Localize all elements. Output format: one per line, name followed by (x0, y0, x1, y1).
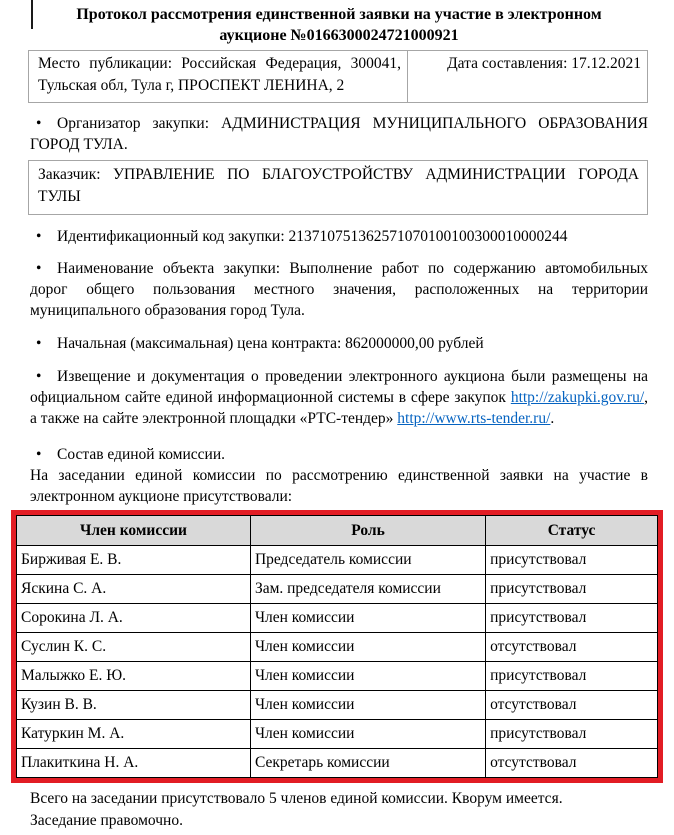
commission-table (16, 515, 658, 778)
member-name-cell: Катуркин М. А. (17, 720, 251, 749)
member-role-cell: Член комиссии (250, 633, 485, 662)
commission-table-header-row (17, 516, 658, 546)
member-role-cell: Секретарь комиссии (250, 749, 485, 778)
customer-box (28, 160, 648, 215)
object-paragraph (30, 258, 648, 321)
member-status-cell: отсутствовал (486, 633, 658, 662)
member-role-cell: Член комиссии (250, 691, 485, 720)
member-status-cell: присутствовал (486, 575, 658, 604)
member-name-cell: Суслин К. С. (17, 633, 251, 662)
table-row (17, 546, 658, 575)
commission-column-header: Член комиссии (17, 516, 251, 546)
member-role-cell: Член комиссии (250, 720, 485, 749)
attendance-intro: На заседании единой комиссии по рассмотрению единственной заявки на участие в электронном аукционе присутствовали: (30, 467, 648, 505)
commission-column-header: Статус (486, 516, 658, 546)
bullet-icon: • (36, 446, 42, 463)
price-text: Начальная (максимальная) цена контракта: 862000000,00 рублей (57, 335, 484, 352)
member-name-cell: Бирживая Е. В. (17, 546, 251, 575)
member-name-cell: Сорокина Л. А. (17, 604, 251, 633)
ikz-paragraph (30, 226, 648, 247)
member-name-cell: Малыжко Е. Ю. (17, 662, 251, 691)
bullet-icon: • (36, 228, 42, 245)
title-line-2: аукционе №0166300024721000921 (219, 27, 459, 44)
bullet-icon: • (36, 260, 42, 277)
table-row (17, 749, 658, 778)
member-status-cell: отсутствовал (486, 749, 658, 778)
notice-text-3: . (550, 410, 555, 427)
commission-table-body (17, 546, 658, 778)
member-name-cell: Яскина С. А. (17, 575, 251, 604)
table-row (17, 633, 658, 662)
object-text: Наименование объекта закупки: Выполнение работ по содержанию автомобильных дорог общего пользования местного значения, расположенных на территории муниципального образования город Тула. (30, 260, 648, 319)
title-line-1: Протокол рассмотрения единственной заявки на участие в электронном (76, 6, 602, 23)
commission-heading-paragraph (30, 444, 648, 465)
member-status-cell: присутствовал (486, 720, 658, 749)
notice-paragraph (30, 366, 648, 429)
member-status-cell: присутствовал (486, 546, 658, 575)
text-cursor (31, 0, 33, 29)
commission-table-highlight (11, 510, 663, 783)
member-status-cell: присутствовал (486, 662, 658, 691)
commission-column-header: Роль (250, 516, 485, 546)
rts-tender-link[interactable]: http://www.rts-tender.ru/ (397, 410, 551, 427)
footer (30, 788, 648, 832)
table-row (17, 662, 658, 691)
ikz-text: Идентификационный код закупки: 213710751362571070100100300010000244 (57, 228, 568, 245)
member-name-cell: Кузин В. В. (17, 691, 251, 720)
member-name-cell: Плакиткина Н. А. (17, 749, 251, 778)
table-row (17, 691, 658, 720)
price-paragraph (30, 333, 648, 354)
bullet-icon: • (36, 335, 42, 352)
member-status-cell: присутствовал (486, 604, 658, 633)
composition-date-cell: Дата составления: 17.12.2021 (408, 51, 648, 103)
document-title (30, 4, 648, 46)
publication-info-row (29, 51, 648, 103)
legitimacy-line: Заседание правомочно. (30, 812, 183, 829)
member-role-cell: Член комиссии (250, 604, 485, 633)
bullet-icon: • (36, 115, 42, 132)
publication-info-table (28, 50, 648, 103)
table-row (17, 604, 658, 633)
organizer-text: Организатор закупки: АДМИНИСТРАЦИЯ МУНИЦИПАЛЬНОГО ОБРАЗОВАНИЯ ГОРОД ТУЛА. (30, 115, 648, 153)
table-row (17, 720, 658, 749)
zakupki-link[interactable]: http://zakupki.gov.ru/ (510, 389, 645, 406)
customer-text: Заказчик: УПРАВЛЕНИЕ ПО БЛАГОУСТРОЙСТВУ АДМИНИСТРАЦИИ ГОРОДА ТУЛЫ (38, 166, 639, 205)
member-role-cell: Председатель комиссии (250, 546, 485, 575)
table-row (17, 575, 658, 604)
publication-place-cell: Место публикации: Российская Федерация, 300041, Тульская обл, Тула г, ПРОСПЕКТ ЛЕНИНА, 2 (29, 51, 408, 103)
commission-heading-text: Состав единой комиссии. (57, 446, 225, 463)
member-status-cell: отсутствовал (486, 691, 658, 720)
bullet-icon: • (36, 368, 42, 385)
organizer-paragraph (30, 113, 648, 155)
notice-text-2: , а также на сайте электронной площадки «РТС-тендер» (30, 389, 648, 427)
quorum-line: Всего на заседании присутствовало 5 членов единой комиссии. Кворум имеется. (30, 790, 563, 807)
member-role-cell: Член комиссии (250, 662, 485, 691)
member-role-cell: Зам. председателя комиссии (250, 575, 485, 604)
notice-text-1: Извещение и документация о проведении электронного аукциона были размещены на официальном сайте единой информационной системы в сфере закупок (30, 368, 648, 406)
